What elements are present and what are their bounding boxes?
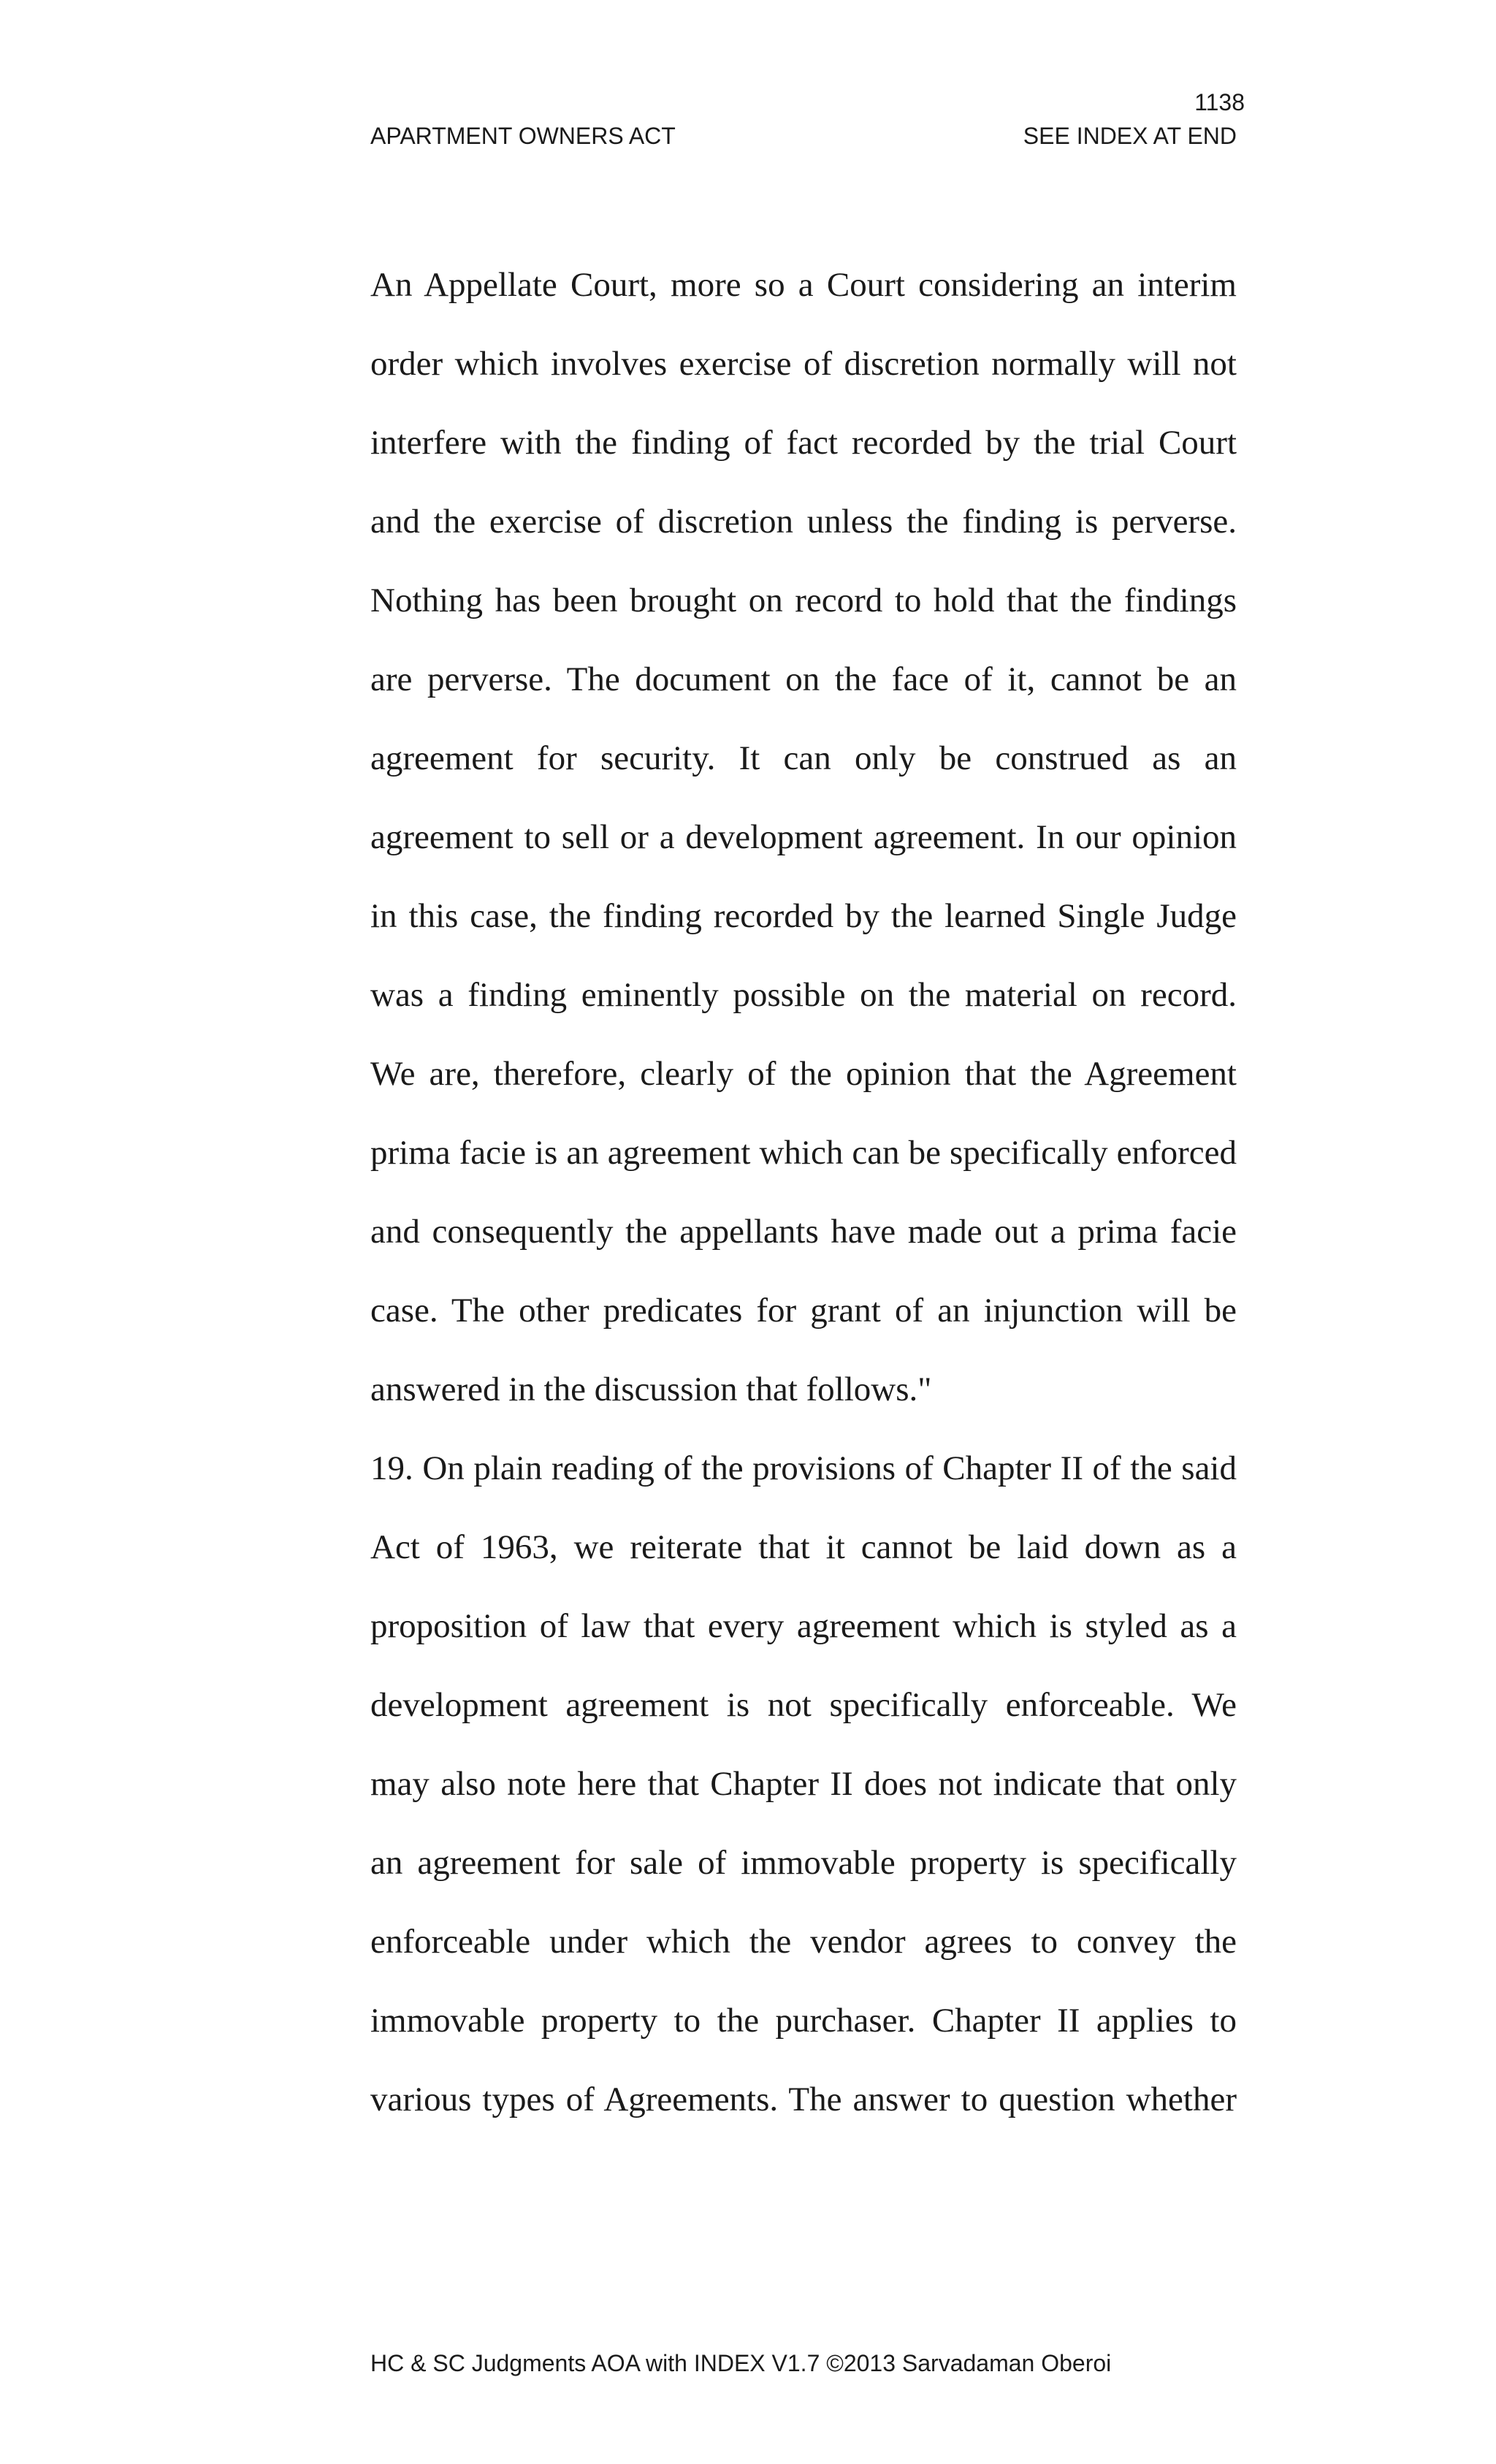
page-number: 1138 — [1194, 89, 1245, 115]
text-line: Act of 1963, we reiterate that it cannot be laid down as a — [370, 1528, 1237, 1566]
text-line: development agreement is not specifically enforceable. We — [370, 1686, 1237, 1724]
text-line: enforceable under which the vendor agrees to convey the — [370, 1923, 1237, 1961]
text-line: was a finding eminently possible on the material on record. — [370, 976, 1237, 1014]
running-header-right: SEE INDEX AT END — [1023, 123, 1237, 149]
text-line: in this case, the finding recorded by the learned Single Judge — [370, 897, 1237, 935]
text-line: may also note here that Chapter II does not indicate that only — [370, 1765, 1237, 1803]
text-line: order which involves exercise of discretion normally will not — [370, 345, 1237, 383]
text-line: agreement for security. It can only be construed as an — [370, 739, 1237, 777]
text-line: are perverse. The document on the face of it, cannot be an — [370, 660, 1237, 698]
text-line: prima facie is an agreement which can be specifically enforced — [370, 1134, 1237, 1172]
text-line: agreement to sell or a development agreement. In our opinion — [370, 818, 1237, 856]
text-line: various types of Agreements. The answer to question whether — [370, 2080, 1237, 2118]
body-text — [370, 260, 1237, 2154]
page-footer: HC & SC Judgments AOA with INDEX V1.7 ©2013 Sarvadaman Oberoi — [370, 2350, 1112, 2376]
text-line: 19. On plain reading of the provisions of Chapter II of the said — [370, 1449, 1237, 1487]
running-header-left: APARTMENT OWNERS ACT — [370, 123, 676, 149]
text-line: An Appellate Court, more so a Court considering an interim — [370, 266, 1237, 304]
text-line: interfere with the finding of fact recorded by the trial Court — [370, 424, 1237, 462]
text-line: answered in the discussion that follows." — [370, 1370, 932, 1408]
text-line: We are, therefore, clearly of the opinion that the Agreement — [370, 1055, 1237, 1093]
running-header — [370, 121, 1237, 150]
text-line: proposition of law that every agreement which is styled as a — [370, 1607, 1237, 1645]
text-line: an agreement for sale of immovable property is specifically — [370, 1844, 1237, 1882]
text-line: immovable property to the purchaser. Chapter II applies to — [370, 2002, 1237, 2040]
text-line: case. The other predicates for grant of an injunction will be — [370, 1292, 1237, 1330]
text-line: and consequently the appellants have made out a prima facie — [370, 1213, 1237, 1251]
text-line: and the exercise of discretion unless the finding is perverse. — [370, 503, 1237, 541]
text-line: Nothing has been brought on record to hold that the findings — [370, 581, 1237, 619]
